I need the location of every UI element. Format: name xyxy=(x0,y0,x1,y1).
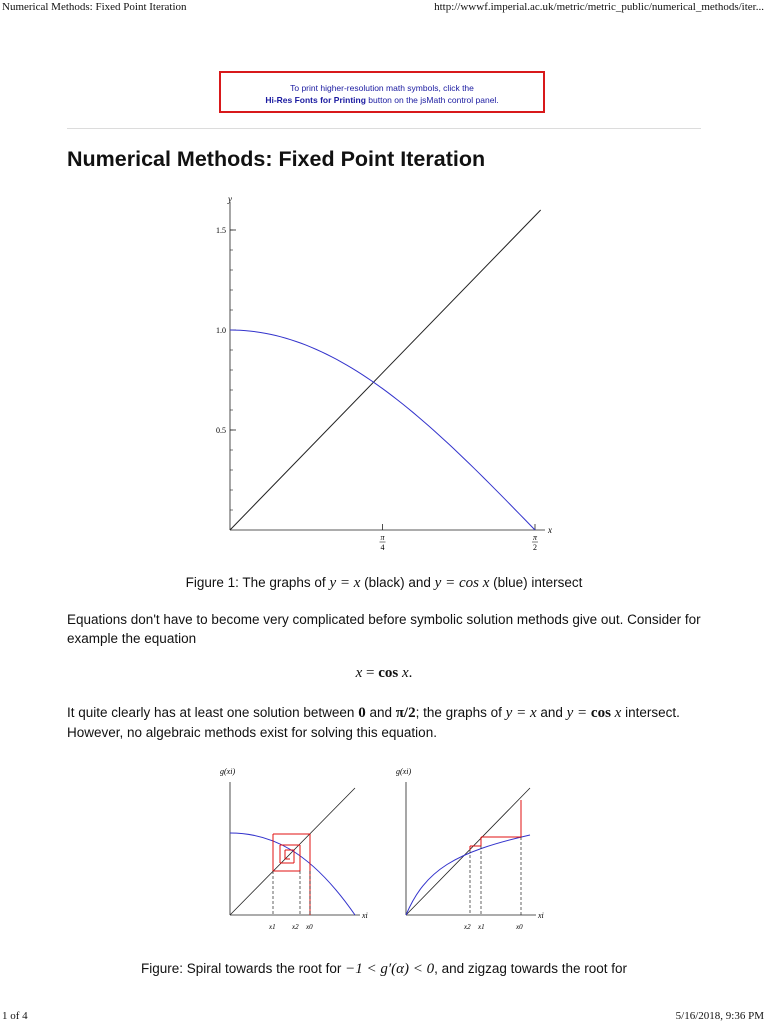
left-xlabel: xi xyxy=(362,911,368,920)
p2-y-eq: y = xyxy=(566,705,591,721)
right-tick-x1: x1 xyxy=(478,923,485,931)
p2-and2: and xyxy=(536,705,567,720)
right-zigzag-path xyxy=(470,800,521,850)
p2-part2: ; the graphs of xyxy=(415,705,506,720)
y-tick-label: 0.5 xyxy=(216,426,226,435)
figure-2-iteration-diagrams xyxy=(200,760,560,940)
x-tick-label-num: π xyxy=(532,533,538,542)
zigzag-panel xyxy=(396,767,544,931)
y-tick-label: 1.0 xyxy=(216,326,226,335)
x-axis-label: x xyxy=(548,525,552,535)
p2-x: x xyxy=(610,705,622,721)
spiral-panel xyxy=(220,767,368,931)
p2-y-eq-x: y = x xyxy=(505,705,537,721)
jsmath-notice-box xyxy=(219,71,545,113)
print-header xyxy=(0,0,768,18)
left-ylabel: g(xi) xyxy=(220,767,236,776)
equation-end: . xyxy=(408,665,413,681)
left-tick-x0: x0 xyxy=(306,923,313,931)
caption-1-eq-y-x: y = x xyxy=(329,575,361,591)
paragraph-2 xyxy=(67,703,707,742)
equation-cos: cos xyxy=(378,665,399,681)
x-tick-label-num: π xyxy=(380,533,385,542)
left-tick-x2: x2 xyxy=(292,923,299,931)
caption-1-eq-y-cosx: y = cos x xyxy=(434,575,490,591)
caption-1-prefix: Figure 1: The graphs of xyxy=(185,575,330,590)
y-axis-label: y xyxy=(228,194,232,204)
caption-1-suffix: (blue) intersect xyxy=(489,575,583,590)
equation-x-eq-cosx xyxy=(0,665,768,682)
left-dashed-guides xyxy=(273,871,310,915)
left-tick-labels xyxy=(268,923,313,931)
figure-1-chart xyxy=(200,190,560,560)
x-tick-label-den: 2 xyxy=(533,543,537,552)
caption-2-math: −1 < g′(α) < 0 xyxy=(345,961,435,977)
left-tick-x1: x1 xyxy=(269,923,276,931)
page-counter: 1 of 4 xyxy=(2,1010,28,1022)
notice-line-2-rest: button on the jsMath control panel. xyxy=(365,95,499,105)
paragraph-1: Equations don't have to become very complicated before symbolic solution methods give out. Consider for example the equation xyxy=(67,612,701,646)
p2-part1: It quite clearly has at least one solution between xyxy=(67,705,359,720)
p2-and1: and xyxy=(365,705,396,720)
x-tick-label-den: 4 xyxy=(380,543,385,552)
series-y-eq-cosx-line xyxy=(230,330,535,530)
notice-line-1: To print higher-resolution math symbols, click the xyxy=(290,83,474,93)
hi-res-fonts-button-name[interactable]: Hi-Res Fonts for Printing xyxy=(265,95,366,105)
caption-2-suffix: , and zigzag towards the root for xyxy=(434,961,627,976)
horizontal-rule xyxy=(67,128,701,129)
caption-1-mid: (black) and xyxy=(360,575,435,590)
left-spiral-path xyxy=(273,834,310,915)
caption-2-prefix: Figure: Spiral towards the root for xyxy=(141,961,346,976)
notice-line-2 xyxy=(221,94,543,106)
y-tick-label: 1.5 xyxy=(216,226,226,235)
equation-var: x xyxy=(398,665,409,681)
right-dashed-guides xyxy=(470,837,521,915)
figure-1-caption xyxy=(0,575,768,592)
left-identity-line xyxy=(230,788,355,915)
equation-lhs: x xyxy=(355,665,363,681)
right-identity-line xyxy=(406,788,530,915)
p2-zero: 0 xyxy=(358,705,366,721)
right-ylabel: g(xi) xyxy=(396,767,412,776)
right-tick-labels xyxy=(463,923,523,931)
p2-part3: intersect. However, no algebraic methods exist for solving this equation. xyxy=(67,705,680,740)
right-tick-x0: x0 xyxy=(516,923,523,931)
right-g-curve xyxy=(406,835,530,915)
print-header-url: http://wwwf.imperial.ac.uk/metric/metric_public/numerical_methods/iter... xyxy=(434,1,764,13)
right-tick-x2: x2 xyxy=(464,923,471,931)
print-timestamp: 5/16/2018, 9:36 PM xyxy=(675,1010,764,1022)
page-title: Numerical Methods: Fixed Point Iteration xyxy=(67,147,486,171)
p2-cos: cos xyxy=(590,705,611,721)
series-y-eq-x-line xyxy=(230,210,541,530)
print-header-title: Numerical Methods: Fixed Point Iteration xyxy=(2,1,187,13)
p2-pi-half: π/2 xyxy=(395,705,416,721)
equation-eq: = xyxy=(362,665,379,681)
right-xlabel: xi xyxy=(538,911,544,920)
figure-2-caption xyxy=(0,961,768,978)
print-footer xyxy=(0,1008,768,1024)
